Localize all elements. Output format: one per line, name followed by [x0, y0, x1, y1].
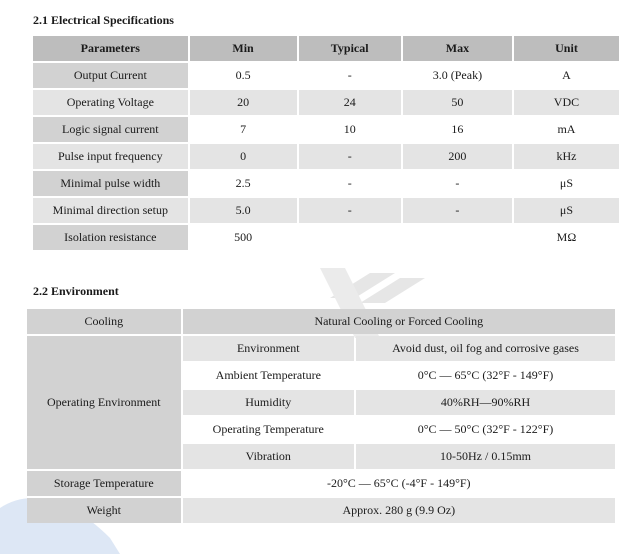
parameter-name: Minimal pulse width [33, 171, 188, 196]
section-heading-environment: 2.2 Environment [33, 284, 119, 298]
column-header: Unit [514, 36, 619, 61]
table-cell: 7 [240, 122, 247, 136]
table-cell: 50 [403, 90, 512, 115]
column-header: Min [190, 36, 297, 61]
column-header: Parameters [33, 36, 188, 61]
table-cell: kHz [514, 144, 619, 169]
table-row [33, 90, 619, 115]
table-cell: - [403, 198, 512, 223]
storage-temperature-label: Storage Temperature [27, 471, 181, 496]
parameter-name: Logic signal current [33, 117, 188, 142]
parameter-name: Minimal direction setup [33, 198, 188, 223]
table-row [33, 198, 619, 223]
cooling-label: Cooling [27, 309, 181, 334]
table-cell: 10 [343, 122, 356, 136]
table-header-row [33, 36, 619, 61]
environment-item-name: Operating Temperature [183, 417, 354, 442]
table-cell: mA [557, 122, 576, 136]
table-cell: - [299, 144, 401, 169]
environment-item-name: Ambient Temperature [183, 363, 354, 388]
table-cell: 3.0 (Peak) [432, 68, 483, 82]
cooling-value: Natural Cooling or Forced Cooling [183, 309, 615, 334]
environment-item-name: Vibration [183, 444, 354, 469]
table-row [33, 225, 619, 250]
table-cell: VDC [514, 90, 619, 115]
table-cell: - [347, 68, 352, 82]
table-cell: - [299, 198, 401, 223]
table-cell: MΩ [556, 230, 577, 244]
parameter-name: Operating Voltage [33, 90, 188, 115]
operating-environment-label: Operating Environment [27, 336, 181, 469]
environment-item-value: 10-50Hz / 0.15mm [356, 444, 615, 469]
table-cell: - [347, 176, 352, 190]
table-cell: 500 [234, 230, 253, 244]
environment-item-value: 0°C — 50°C (32°F - 122°F) [356, 417, 615, 442]
storage-temperature-value: -20°C — 65°C (-4°F - 149°F) [183, 471, 615, 496]
parameter-name: Pulse input frequency [33, 144, 188, 169]
section-heading-electrical: 2.1 Electrical Specifications [33, 13, 174, 27]
column-header: Typical [299, 36, 401, 61]
weight-label: Weight [27, 498, 181, 523]
environment-item-value: 40%RH—90%RH [356, 390, 615, 415]
electrical-specifications-table [31, 34, 621, 252]
table-row [27, 336, 615, 361]
environment-item-value: 0°C — 65°C (32°F - 149°F) [356, 363, 615, 388]
table-row [27, 309, 615, 334]
table-cell: 0.5 [235, 68, 251, 82]
table-cell: A [562, 68, 571, 82]
environment-item-name: Environment [183, 336, 354, 361]
parameter-name: Output Current [33, 63, 188, 88]
table-cell [299, 225, 401, 250]
environment-table [25, 307, 617, 525]
table-row [33, 117, 619, 142]
environment-item-value: Avoid dust, oil fog and corrosive gases [356, 336, 615, 361]
table-cell: 5.0 [190, 198, 297, 223]
table-row [33, 144, 619, 169]
table-row [27, 498, 615, 523]
table-cell: 0 [190, 144, 297, 169]
table-cell: 2.5 [235, 176, 251, 190]
table-cell: - [455, 176, 460, 190]
environment-item-name: Humidity [183, 390, 354, 415]
table-cell: 24 [299, 90, 401, 115]
parameter-name: Isolation resistance [33, 225, 188, 250]
table-cell: μS [559, 176, 574, 190]
table-cell: μS [514, 198, 619, 223]
table-cell [403, 225, 512, 250]
table-cell: 200 [403, 144, 512, 169]
column-header: Max [403, 36, 512, 61]
table-row [27, 471, 615, 496]
weight-value: Approx. 280 g (9.9 Oz) [183, 498, 615, 523]
table-row [33, 63, 619, 88]
table-row [33, 171, 619, 196]
table-cell: 16 [451, 122, 464, 136]
table-cell: 20 [190, 90, 297, 115]
